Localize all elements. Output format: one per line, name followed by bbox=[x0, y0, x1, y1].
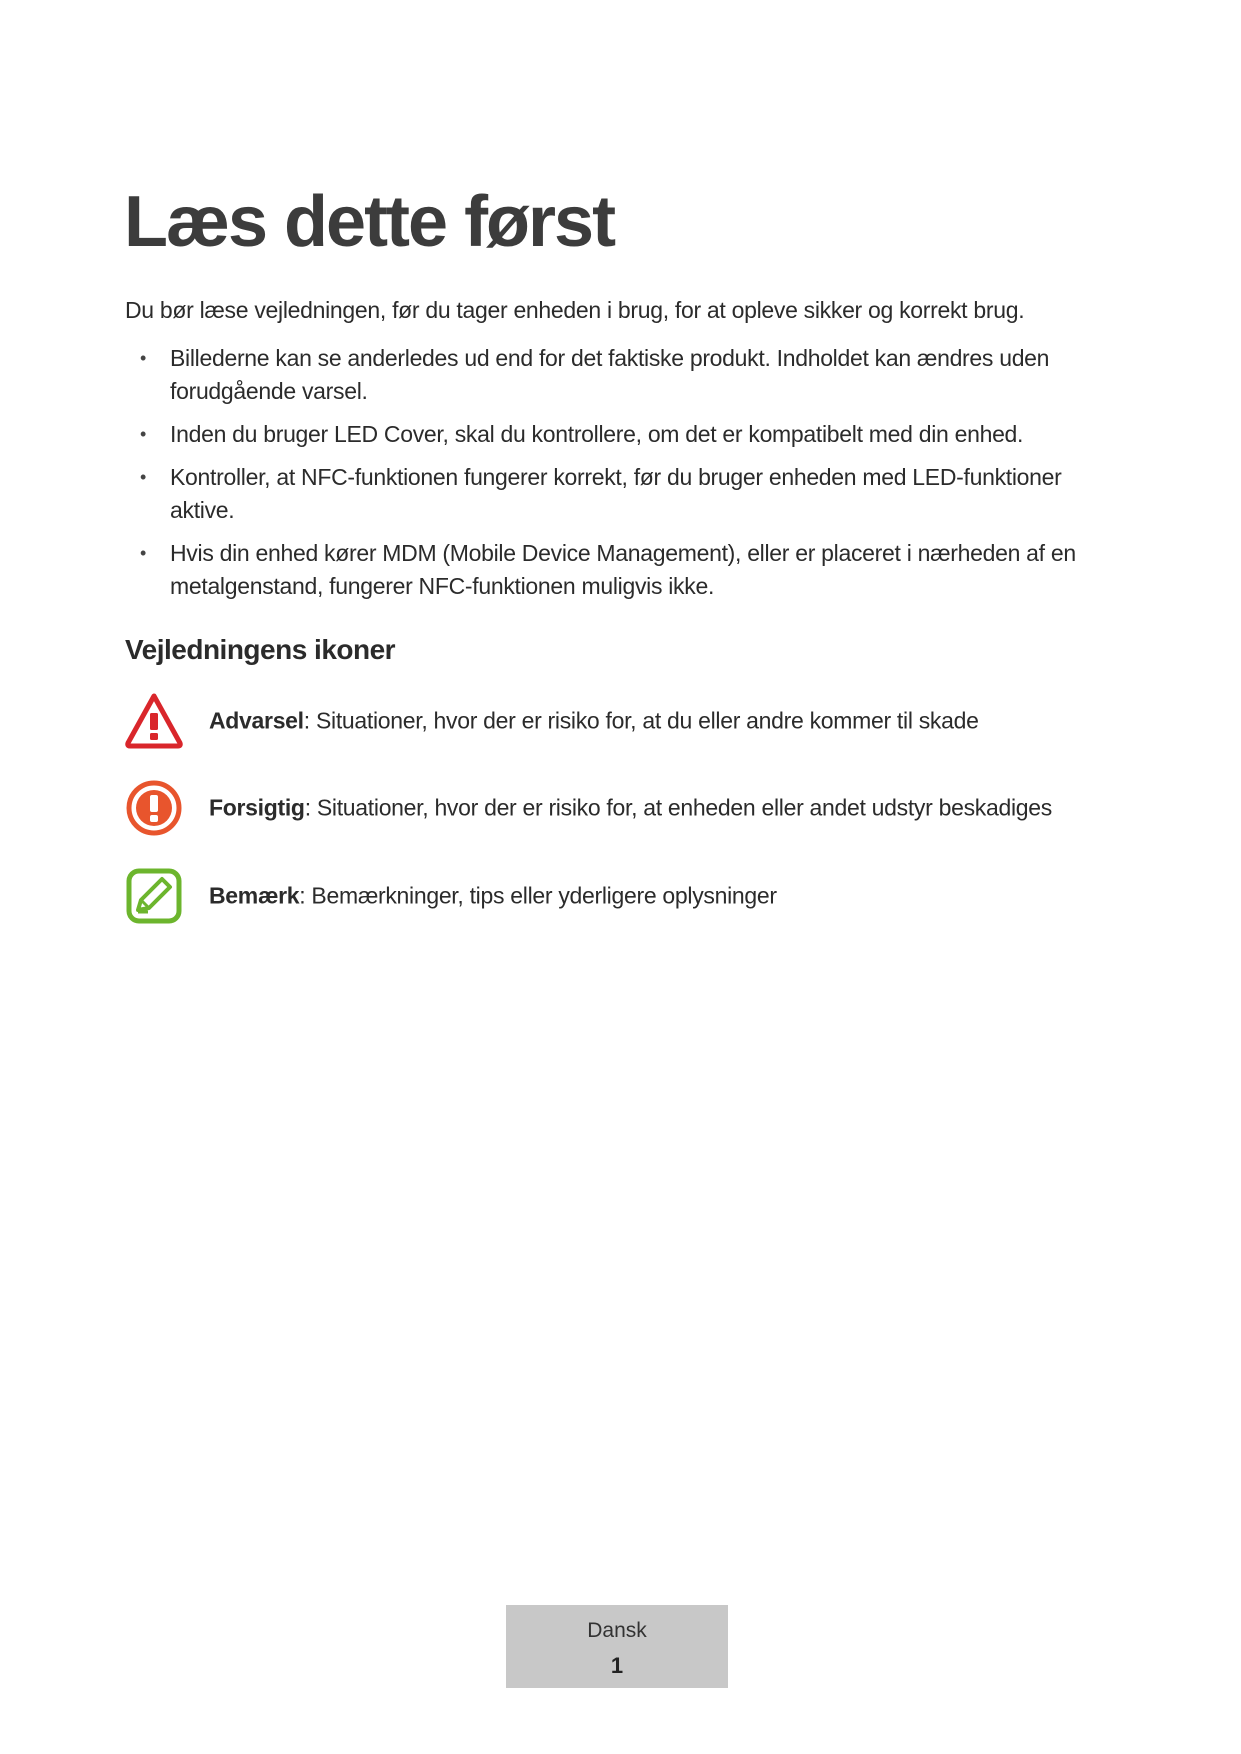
bullet-list bbox=[140, 342, 1120, 613]
footer-page-number: 1 bbox=[610, 1653, 624, 1678]
footer-language: Dansk bbox=[587, 1619, 647, 1642]
icon-legend-description: Bemærkninger, tips eller yderligere oplysninger bbox=[305, 882, 777, 909]
icon-legend-caution bbox=[124, 778, 1124, 838]
bullet-marker: • bbox=[140, 467, 147, 487]
caution-circle-icon bbox=[124, 778, 184, 838]
icon-legend-text bbox=[209, 795, 1052, 822]
bullet-item bbox=[140, 537, 1120, 603]
bullet-marker: • bbox=[140, 543, 147, 563]
bullet-text: Billederne kan se anderledes ud end for det faktiske produkt. Indholdet kan ændres uden forudgående varsel. bbox=[170, 345, 1050, 404]
page-footer bbox=[506, 1605, 728, 1688]
icon-legend-warning bbox=[124, 691, 1124, 751]
icon-legend-separator: : bbox=[303, 707, 310, 734]
icon-legend-text bbox=[209, 708, 979, 735]
bullet-item bbox=[140, 418, 1120, 451]
icon-legend-description: Situationer, hvor der er risiko for, at du eller andre kommer til skade bbox=[309, 707, 979, 734]
intro-text: Du bør læse vejledningen, før du tager enheden i brug, for at opleve sikker og korrekt brug. bbox=[125, 297, 1025, 323]
bullet-item bbox=[140, 342, 1120, 408]
note-pencil-icon bbox=[124, 866, 184, 926]
icon-legend-description: Situationer, hvor der er risiko for, at enheden eller andet udstyr beskadiges bbox=[310, 794, 1052, 821]
bullet-text: Kontroller, at NFC-funktionen fungerer korrekt, før du bruger enheden med LED-funktioner aktive. bbox=[170, 464, 1062, 523]
page-title: Læs dette først bbox=[124, 182, 615, 262]
icon-legend-separator: : bbox=[304, 794, 311, 821]
icon-legend-note bbox=[124, 866, 1124, 926]
icon-legend-term: Advarsel bbox=[209, 707, 304, 734]
bullet-marker: • bbox=[140, 348, 147, 368]
section-title-icons: Vejledningens ikoner bbox=[125, 634, 396, 665]
icon-legend-term: Forsigtig bbox=[209, 794, 305, 821]
icon-legend-text bbox=[209, 883, 777, 910]
bullet-text: Hvis din enhed kører MDM (Mobile Device Management), eller er placeret i nærheden af en metalgenstand, fungerer NFC-funktionen muligvis ikke. bbox=[170, 540, 1076, 599]
icon-legend-separator: : bbox=[299, 882, 306, 909]
bullet-marker: • bbox=[140, 424, 147, 444]
icon-legend-term: Bemærk bbox=[209, 882, 300, 909]
bullet-item bbox=[140, 461, 1120, 527]
bullet-text: Inden du bruger LED Cover, skal du kontrollere, om det er kompatibelt med din enhed. bbox=[170, 421, 1024, 447]
warning-triangle-icon bbox=[124, 691, 184, 751]
